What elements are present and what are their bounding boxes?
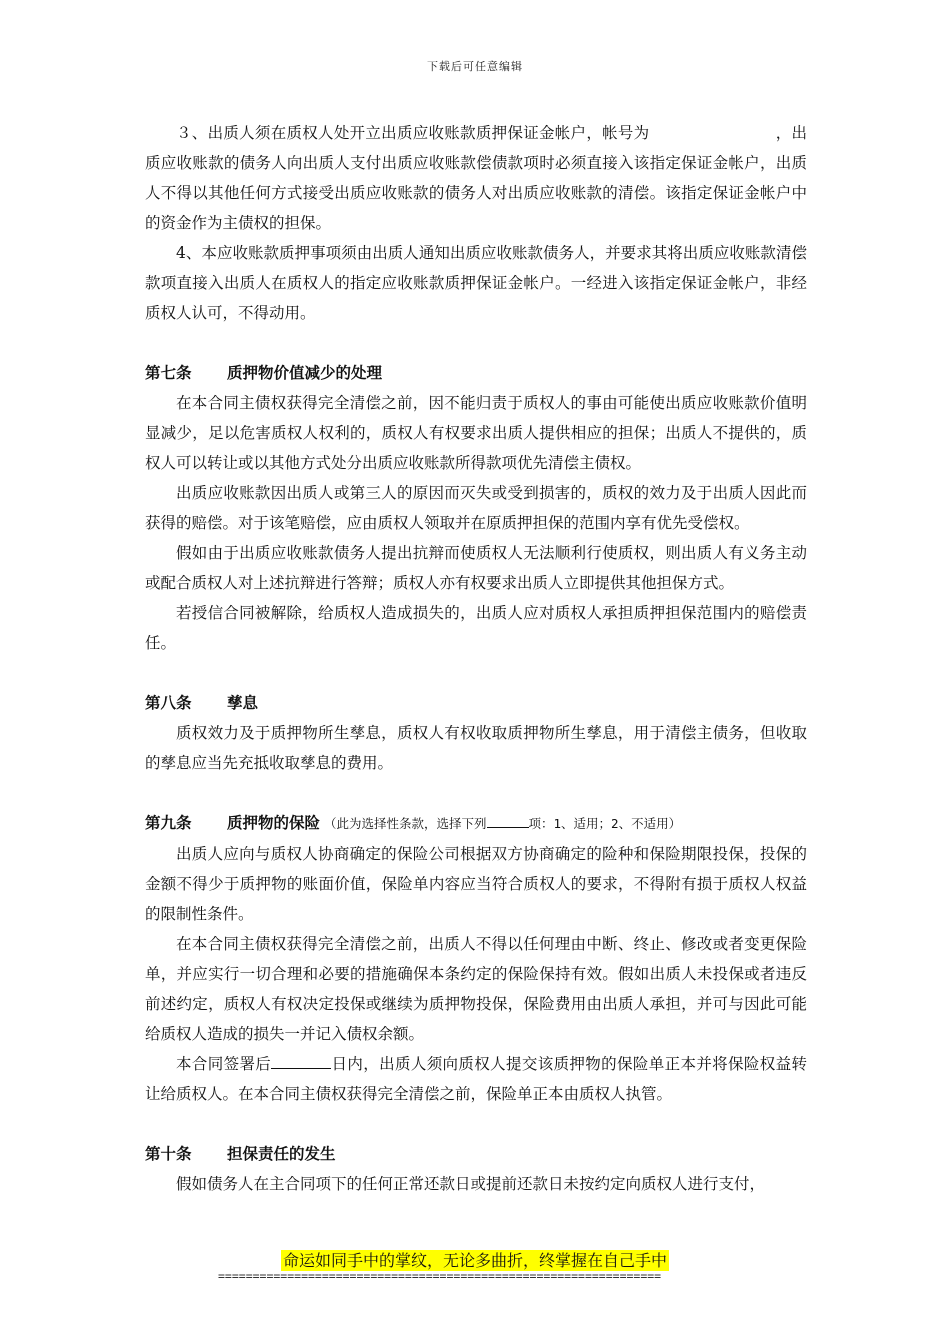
article-title: 孳息 — [227, 694, 259, 712]
page-header: 下载后可任意编辑 — [427, 60, 523, 73]
article-title: 质押物价值减少的处理 — [227, 364, 383, 382]
note-text-before: （此为选择性条款，选择下列 — [324, 816, 487, 831]
article-title: 担保责任的发生 — [227, 1145, 336, 1163]
article-heading — [145, 808, 807, 839]
article-heading — [145, 1139, 807, 1169]
spacer — [145, 1109, 807, 1139]
spacer — [145, 328, 807, 358]
paragraph: 在本合同主债权获得完全清偿之前，出质人不得以任何理由中断、终止、修改或者变更保险单，并应实行一切合理和必要的措施确保本条约定的保险保持有效。假如出质人未投保或者违反前述约定，质权人有权决定投保或继续为质押物投保，保险费用由出质人承担，并可与因此可能给质权人造成的损失一并记入债权余额。 — [145, 935, 807, 1043]
article-heading — [145, 358, 807, 388]
paragraph: 在本合同主债权获得完全清偿之前，因不能归责于质权人的事由可能使出质应收账款价值明显减少，足以危害质权人权利的，质权人有权要求出质人提供相应的担保；出质人不提供的，质权人可以转让或以其他方式处分出质应收账款所得款项优先清偿主债权。 — [145, 394, 807, 472]
article-number: 第九条 — [145, 814, 192, 832]
article-number: 第八条 — [145, 694, 192, 712]
paragraph — [145, 1049, 807, 1109]
text-after-blank: 日内，出质人须向质权人提交该质押物的保险单正本并将保险权益转让给质权人。在本合同主债权获得完全清偿之前，保险单正本由质权人执管。 — [145, 1055, 807, 1103]
paragraph: 出质应收账款因出质人或第三人的原因而灭失或受到损害的，质权的效力及于出质人因此而获得的赔偿。对于该笔赔偿，应由质权人领取并在原质押担保的范围内享有优先受偿权。 — [145, 484, 807, 532]
optional-clause-note — [324, 816, 681, 831]
footer-motto — [0, 1248, 950, 1271]
selection-blank[interactable] — [487, 813, 529, 828]
footer-rule: ================================================================ — [218, 1269, 662, 1283]
article-number: 第七条 — [145, 364, 192, 382]
paragraph: 假如由于出质应收账款债务人提出抗辩而使质权人无法顺利行使质权，则出质人有义务主动或配合质权人对上述抗辩进行答辩；质权人亦有权要求出质人立即提供其他担保方式。 — [145, 544, 807, 592]
article-title: 质押物的保险 — [227, 814, 321, 832]
document-body — [145, 118, 807, 1199]
spacer — [145, 658, 807, 688]
spacer — [145, 778, 807, 808]
footer-motto-text: 命运如同手中的掌纹，无论多曲折，终掌握在自己手中 — [282, 1251, 667, 1270]
paragraph: 质权效力及于质押物所生孳息，质权人有权收取质押物所生孳息，用于清偿主债务，但收取的孳息应当先充抵收取孳息的费用。 — [145, 724, 807, 772]
paragraph: ３、出质人须在质权人处开立出质应收账款质押保证金帐户，帐号为 ，出质应收账款的债务人向出质人支付出质应收账款偿债款项时必须直接入该指定保证金帐户，出质人不得以其他任何方式接受出质应收账款的债务人对出质应收账款的清偿。该指定保证金帐户中的资金作为主债权的担保。 — [145, 124, 807, 232]
note-text-after: 项：1、适用；2、不适用） — [528, 816, 682, 831]
days-blank[interactable] — [271, 1054, 331, 1069]
article-number: 第十条 — [145, 1145, 192, 1163]
paragraph: 若授信合同被解除，给质权人造成损失的，出质人应对质权人承担质押担保范围内的赔偿责任。 — [145, 604, 807, 652]
paragraph: 4、本应收账款质押事项须由出质人通知出质应收账款债务人，并要求其将出质应收账款清偿款项直接入出质人在质权人的指定应收账款质押保证金帐户。一经进入该指定保证金帐户，非经质权人认可，不得动用。 — [145, 244, 807, 322]
paragraph: 假如债务人在主合同项下的任何正常还款日或提前还款日未按约定向质权人进行支付， — [176, 1175, 766, 1193]
article-heading — [145, 688, 807, 718]
text-before-blank: 本合同签署后 — [176, 1055, 272, 1073]
paragraph: 出质人应向与质权人协商确定的保险公司根据双方协商确定的险种和保险期限投保，投保的金额不得少于质押物的账面价值，保险单内容应当符合质权人的要求，不得附有损于质权人权益的限制性条件。 — [145, 845, 807, 923]
